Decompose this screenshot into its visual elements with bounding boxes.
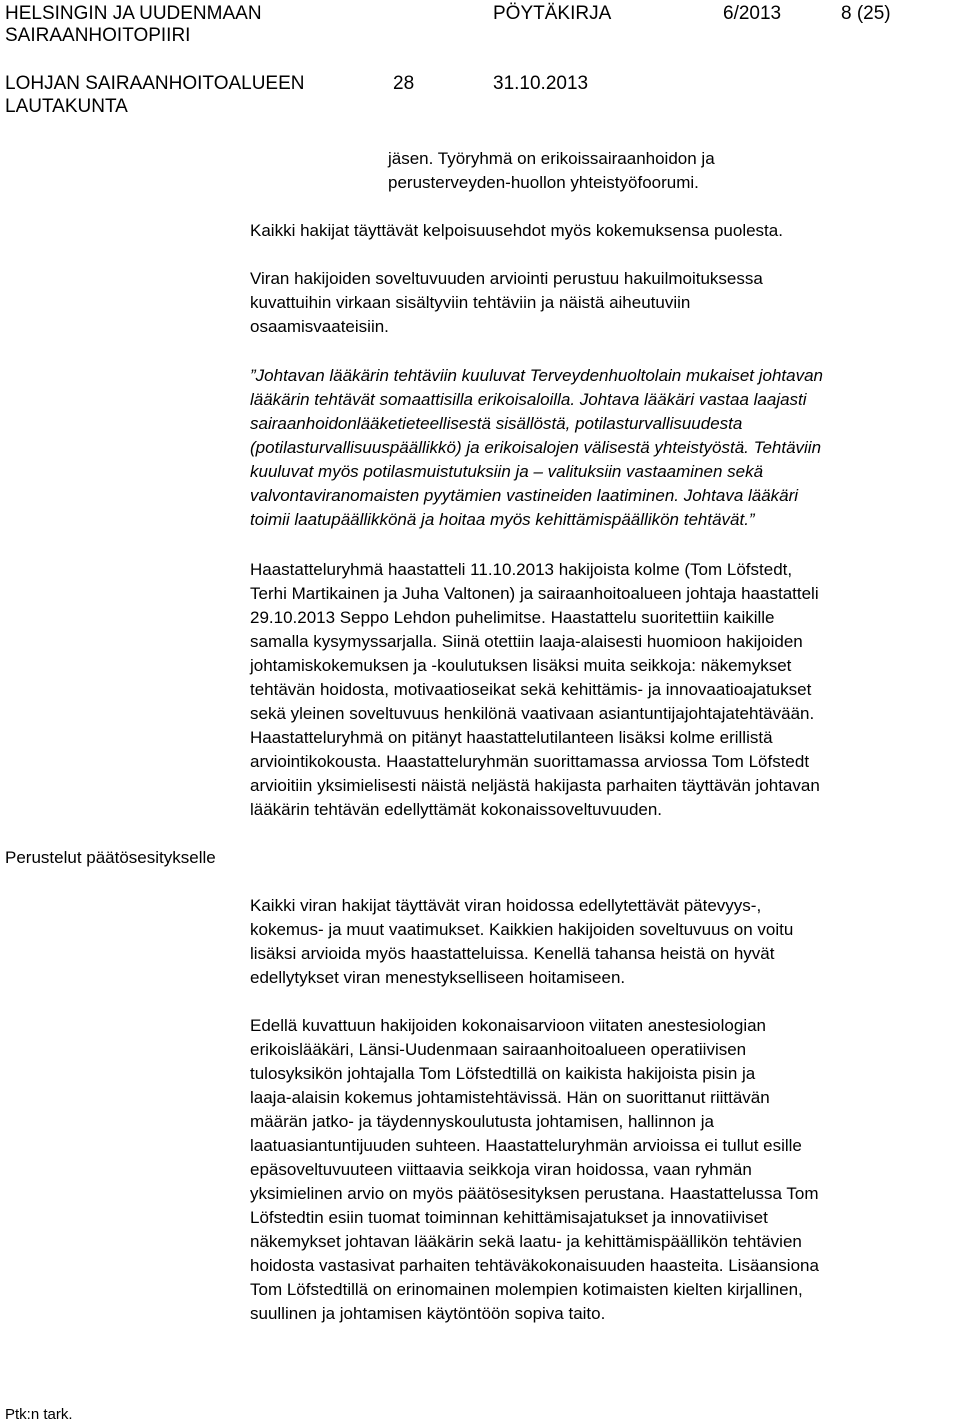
text-line: hoidosta vastasivat parhaiten tehtäväkokonaisuuden haasteita. Lisäansiona [250,1256,819,1275]
text-line: sairaanhoidonlääketieteellisestä sisällöstä, potilasturvallisuudesta [250,414,743,433]
text-line: yksimielinen arvio on myös päätösesityksen perustana. Haastattelussa Tom [250,1184,819,1203]
text-line: tehtävän hoidosta, motivaatioseikat sekä kehittämis- ja innovaatioajatukset [250,680,812,699]
page-number: 8 (25) [841,3,891,24]
text-line: osaamisvaateisiin. [250,317,389,336]
text-line: sekä yleinen soveltuvuus henkilönä vaativaan asiantuntijajohtajatehtävään. [250,704,815,723]
paragraph-assessment-basis [250,267,763,339]
text-line: laaja-alaisin kokemus johtamistehtävissä. Hän on suorittanut riittävän [250,1088,770,1107]
organization-name-line2: SAIRAANHOITOPIIRI [5,25,191,46]
paragraph-overall-assessment [250,1014,819,1326]
text-line: Edellä kuvattuun hakijoiden kokonaisarvioon viitaten anestesiologian [250,1016,767,1035]
text-line: suullinen ja johtamisen käytöntöön sopiva taito. [250,1304,606,1323]
paragraph-workgroup [388,147,715,195]
paragraph-eligibility [250,219,783,243]
text-line: ”Johtavan lääkärin tehtäviin kuuluvat Terveydenhuoltolain mukaiset johtavan [250,366,824,385]
text-line: samalla kysymyssarjalla. Siinä otettiin laaja-alaisesti huomioon hakijoiden [250,632,803,651]
text-line: Terhi Martikainen ja Juha Valtonen) ja sairaanhoitoalueen johtaja haastatteli [250,584,819,603]
text-line: lääkärin tehtävät somaattisilla erikoisaloilla. Johtava lääkäri vastaa laajasti [250,390,807,409]
text-line: näkemykset johtavan lääkärin sekä laatu- ja kehittämispäällikön tehtävien [250,1232,802,1251]
paragraph-qualifications [250,894,793,990]
quote-job-description [250,364,823,532]
text-line: arvioitiin yksimielisesti näistä neljästä hakijasta parhaiten täyttävän johtavan [250,776,820,795]
text-line: Löfstedtin esiin tuomat toiminnan kehittämisajatukset ja innovatiiviset [250,1208,768,1227]
text-line: jäsen. Työryhmä on erikoissairaanhoidon ja [388,149,715,168]
text-line: lääkärin tehtävän edellyttämät kokonaissoveltuvuuden. [250,800,663,819]
text-line: epäsoveltuvuuteen viittaavia seikkoja viran hoidossa, vaan ryhmän [250,1160,752,1179]
text-line: erikoislääkäri, Länsi-Uudenmaan sairaanhoitoalueen operatiivisen [250,1040,747,1059]
text-line: johtamiskokemuksen ja -koulutuksen lisäksi muita seikkoja: näkemykset [250,656,792,675]
meeting-date: 31.10.2013 [493,73,589,94]
paragraph-interviews [250,558,820,822]
text-line: (potilasturvallisuuspäällikkö) ja erikoisalojen välisestä yhteistyöstä. Tehtäviin [250,438,822,457]
rationale-heading: Perustelut päätösesitykselle [5,848,216,867]
text-line: kuuluvat myös potilasmuistutuksiin ja – valituksiin vastaaminen sekä [250,462,764,481]
board-name-line2: LAUTAKUNTA [5,96,128,117]
text-line: Viran hakijoiden soveltuvuuden arviointi perustuu hakuilmoituksessa [250,269,763,288]
text-line: tulosyksikön johtajalla Tom Löfstedtillä on kaikista hakijoista pisin ja [250,1064,756,1083]
text-line: toimii laatupäällikkönä ja hoitaa myös kehittämispäällikön tehtävät.” [250,510,755,529]
text-line: edellytykset viran menestykselliseen hoitamiseen. [250,968,626,987]
document-type: PÖYTÄKIRJA [493,3,612,24]
text-line: laatuasiantuntijuuden suhteen. Haastatteluryhmän arvioissa ei tullut esille [250,1136,802,1155]
document-number: 6/2013 [723,3,782,24]
text-line: perusterveyden-huollon yhteistyöfoorumi. [388,173,699,192]
organization-name-line1: HELSINGIN JA UUDENMAAN [5,3,262,24]
section-number: 28 [393,73,415,94]
text-line: Haastatteluryhmä haastatteli 11.10.2013 hakijoista kolme (Tom Löfstedt, [250,560,793,579]
text-line: Kaikki hakijat täyttävät kelpoisuusehdot myös kokemuksensa puolesta. [250,221,783,240]
text-line: määrän jatko- ja täydennyskoulutusta johtamisen, hallinnon ja [250,1112,714,1131]
text-line: Haastatteluryhmä on pitänyt haastattelutilanteen lisäksi kolme erillistä [250,728,773,747]
text-line: 29.10.2013 Seppo Lehdon puhelimitse. Haastattelu suoritettiin kaikille [250,608,775,627]
text-line: arviointikokousta. Haastatteluryhmän suorittamassa arviossa Tom Löfstedt [250,752,810,771]
text-line: Tom Löfstedtillä on erinomainen molempien kotimaisten kielten kirjallinen, [250,1280,803,1299]
text-line: lisäksi arvioida myös haastatteluissa. Kenellä tahansa heistä on hyvät [250,944,775,963]
minutes-checked-label: Ptk:n tark. [5,1406,73,1423]
text-line: Kaikki viran hakijat täyttävät viran hoidossa edellytettävät pätevyys-, [250,896,762,915]
board-name-line1: LOHJAN SAIRAANHOITOALUEEN [5,73,305,94]
text-line: kokemus- ja muut vaatimukset. Kaikkien hakijoiden soveltuvuus on voitu [250,920,794,939]
text-line: kuvattuihin virkaan sisältyviin tehtäviin ja näistä aiheutuviin [250,293,691,312]
text-line: valvontaviranomaisten pyytämien vastineiden laatiminen. Johtava lääkäri [250,486,799,505]
